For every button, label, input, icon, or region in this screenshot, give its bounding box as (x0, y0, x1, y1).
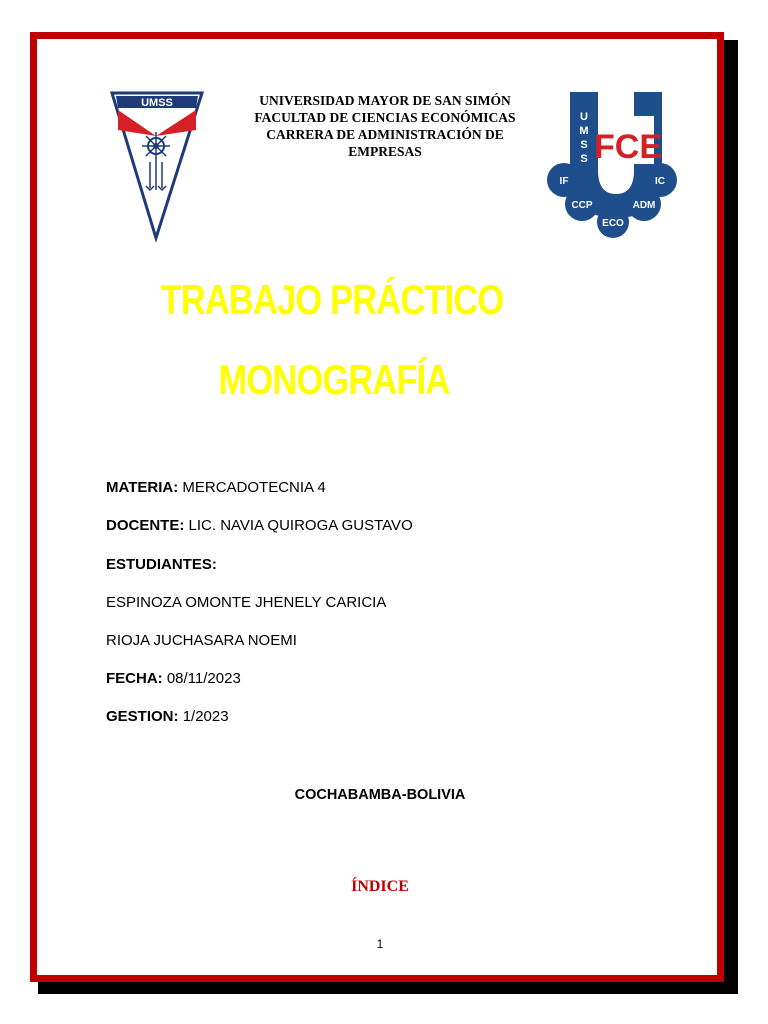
student-1: ESPINOZA OMONTE JHENELY CARICIA (106, 594, 387, 611)
faculty-name: FACULTAD DE CIENCIAS ECONÓMICAS (254, 110, 516, 125)
svg-text:ADM: ADM (632, 200, 656, 211)
svg-text:IF: IF (559, 176, 569, 187)
logo-letter-s2: S (580, 153, 588, 165)
materia-label: MATERIA: (106, 479, 179, 496)
svg-text:UMSS: UMSS (141, 97, 173, 109)
materia-row (106, 479, 326, 496)
gestion-label: GESTION: (106, 708, 179, 725)
materia-value: MERCADOTECNIA 4 (182, 479, 326, 496)
svg-text:CCP: CCP (571, 200, 593, 211)
logo-letter-m: M (579, 125, 589, 137)
gestion-row (106, 708, 229, 725)
docente-row (106, 517, 413, 534)
page-number: 1 (376, 937, 384, 951)
institution-header (232, 92, 538, 160)
docente-label: DOCENTE: (106, 517, 185, 534)
city-line: COCHABAMBA-BOLIVIA (294, 787, 466, 803)
svg-text:IC: IC (655, 176, 665, 187)
title-line-2: MONOGRAFÍA (218, 356, 450, 403)
student-2: RIOJA JUCHASARA NOEMI (106, 632, 297, 649)
gestion-value: 1/2023 (182, 708, 229, 725)
university-name: UNIVERSIDAD MAYOR DE SAN SIMÓN (259, 93, 511, 108)
fecha-value: 08/11/2023 (166, 670, 241, 687)
umss-logo (110, 90, 204, 247)
logo-letter-u: U (580, 111, 588, 123)
estudiantes-row (106, 556, 217, 573)
docente-value: LIC. NAVIA QUIROGA GUSTAVO (188, 517, 413, 534)
index-heading: ÍNDICE (351, 878, 409, 895)
fecha-label: FECHA: (106, 670, 163, 687)
estudiantes-label: ESTUDIANTES: (106, 556, 217, 573)
career-name: CARRERA DE ADMINISTRACIÓN DE EMPRESAS (266, 127, 504, 159)
fce-logo (544, 88, 686, 243)
title-line-1: TRABAJO PRÁCTICO (160, 276, 504, 323)
fecha-row (106, 670, 241, 687)
svg-text:ECO: ECO (602, 218, 624, 229)
svg-text:FCE: FCE (594, 128, 662, 166)
logo-letter-s1: S (580, 139, 588, 151)
